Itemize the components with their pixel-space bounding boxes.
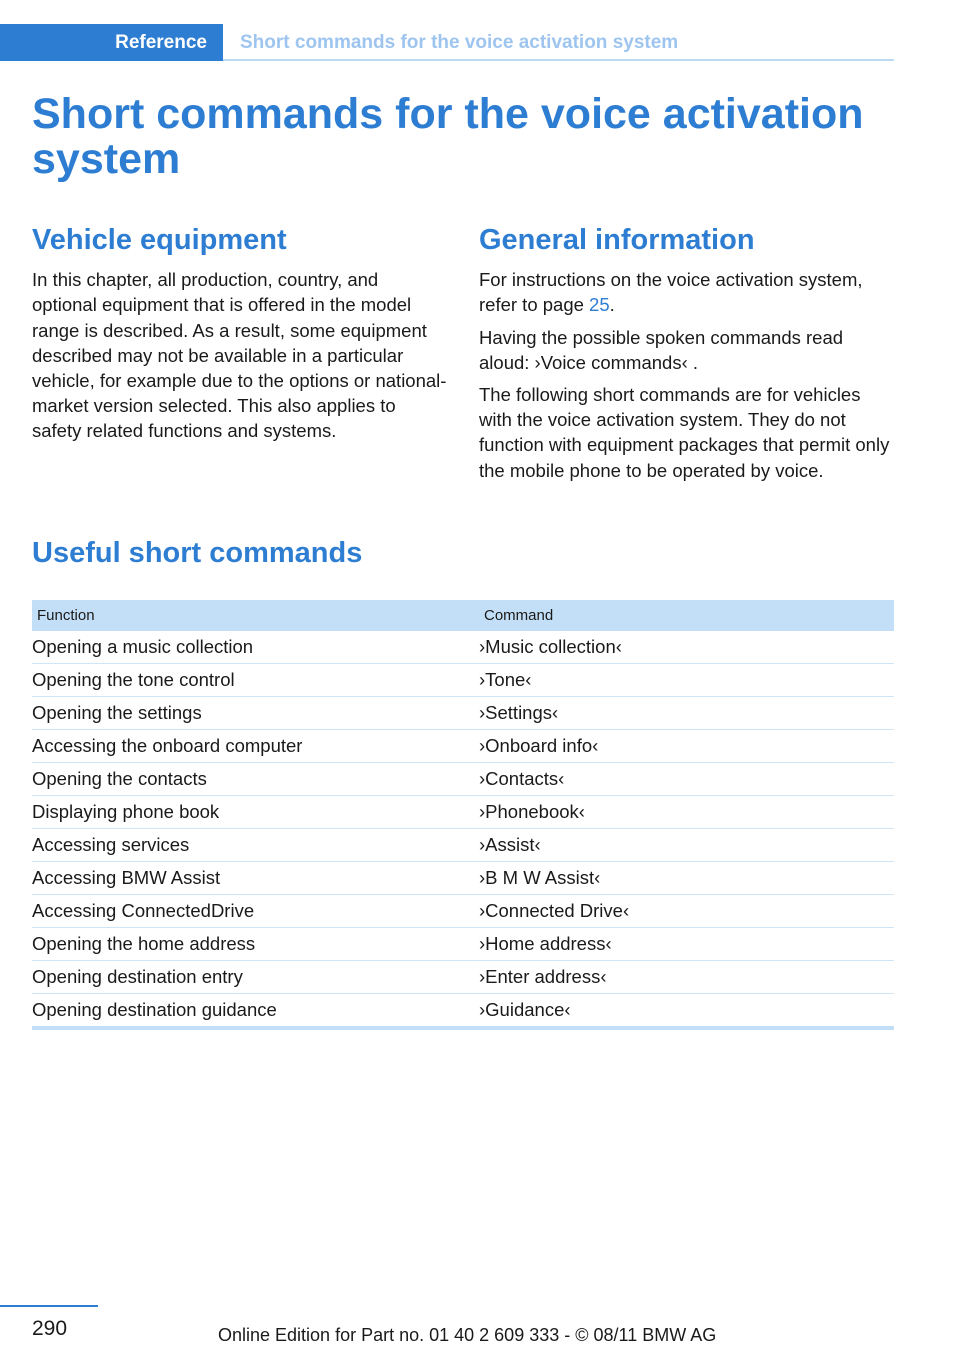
function-cell: Accessing the onboard computer — [32, 730, 479, 763]
function-cell: Opening the home address — [32, 928, 479, 961]
column-header-function: Function — [32, 600, 479, 631]
table-row — [32, 730, 894, 763]
table-row — [32, 994, 894, 1029]
function-cell: Opening the contacts — [32, 763, 479, 796]
section-tab: Reference — [0, 24, 223, 61]
vehicle-equipment-body: In this chapter, all production, country, and optional equipment that is offered in the model range is described. As a result, some equipment described may not be available in a particular vehicle, for example due to the options or national-market version selected. This also applies to safety related functions and systems. — [32, 269, 447, 442]
header-rule — [223, 59, 894, 61]
p1-text: For instructions on the voice activation system, refer to page — [479, 269, 863, 316]
table-row — [32, 664, 894, 697]
table-row — [32, 862, 894, 895]
command-cell: ›Settings‹ — [479, 697, 894, 730]
command-cell: ›Contacts‹ — [479, 763, 894, 796]
table-row — [32, 829, 894, 862]
running-header — [0, 24, 894, 61]
general-information-section — [479, 224, 895, 490]
p1-end: . — [609, 294, 615, 316]
general-information-p1 — [479, 267, 895, 317]
table-row — [32, 631, 894, 664]
command-cell: ›Phonebook‹ — [479, 796, 894, 829]
function-cell: Opening destination guidance — [32, 994, 479, 1029]
page-link[interactable]: 25 — [589, 294, 610, 316]
table-row — [32, 763, 894, 796]
function-cell: Accessing ConnectedDrive — [32, 895, 479, 928]
function-cell: Accessing BMW Assist — [32, 862, 479, 895]
vehicle-equipment-section — [32, 224, 448, 451]
command-cell: ›Tone‹ — [479, 664, 894, 697]
table-row — [32, 796, 894, 829]
command-cell: ›Assist‹ — [479, 829, 894, 862]
command-cell: ›Connected Drive‹ — [479, 895, 894, 928]
page-number: 290 — [32, 1317, 68, 1340]
general-information-p2: Having the possible spoken commands read aloud: ›Voice commands‹ . — [479, 326, 844, 373]
table-header-row — [32, 600, 894, 631]
table-row — [32, 961, 894, 994]
command-cell: ›Home address‹ — [479, 928, 894, 961]
function-cell: Displaying phone book — [32, 796, 479, 829]
command-cell: ›Guidance‹ — [479, 994, 894, 1029]
useful-commands-heading: Useful short commands — [32, 537, 363, 569]
table-row — [32, 928, 894, 961]
general-information-p3: The following short commands are for vehicles with the voice activation system. They do not function with equipment packages that permit only the mobile phone to be operated by voice. — [479, 384, 890, 481]
command-cell: ›Enter address‹ — [479, 961, 894, 994]
vehicle-equipment-heading: Vehicle equipment — [32, 224, 287, 256]
command-cell: ›B M W Assist‹ — [479, 862, 894, 895]
edition-note: Online Edition for Part no. 01 40 2 609 333 - © 08/11 BMW AG — [218, 1325, 717, 1345]
function-cell: Opening a music collection — [32, 631, 479, 664]
function-cell: Opening the tone control — [32, 664, 479, 697]
function-cell: Opening destination entry — [32, 961, 479, 994]
footer-rule — [0, 1305, 98, 1307]
function-cell: Accessing services — [32, 829, 479, 862]
column-header-command: Command — [479, 600, 894, 631]
table-row — [32, 895, 894, 928]
general-information-heading: General information — [479, 224, 755, 256]
breadcrumb: Short commands for the voice activation system — [240, 32, 679, 53]
function-cell: Opening the settings — [32, 697, 479, 730]
command-cell: ›Music collection‹ — [479, 631, 894, 664]
page-title: Short commands for the voice activation system — [32, 90, 864, 183]
command-cell: ›Onboard info‹ — [479, 730, 894, 763]
commands-table — [32, 600, 894, 1030]
table-row — [32, 697, 894, 730]
